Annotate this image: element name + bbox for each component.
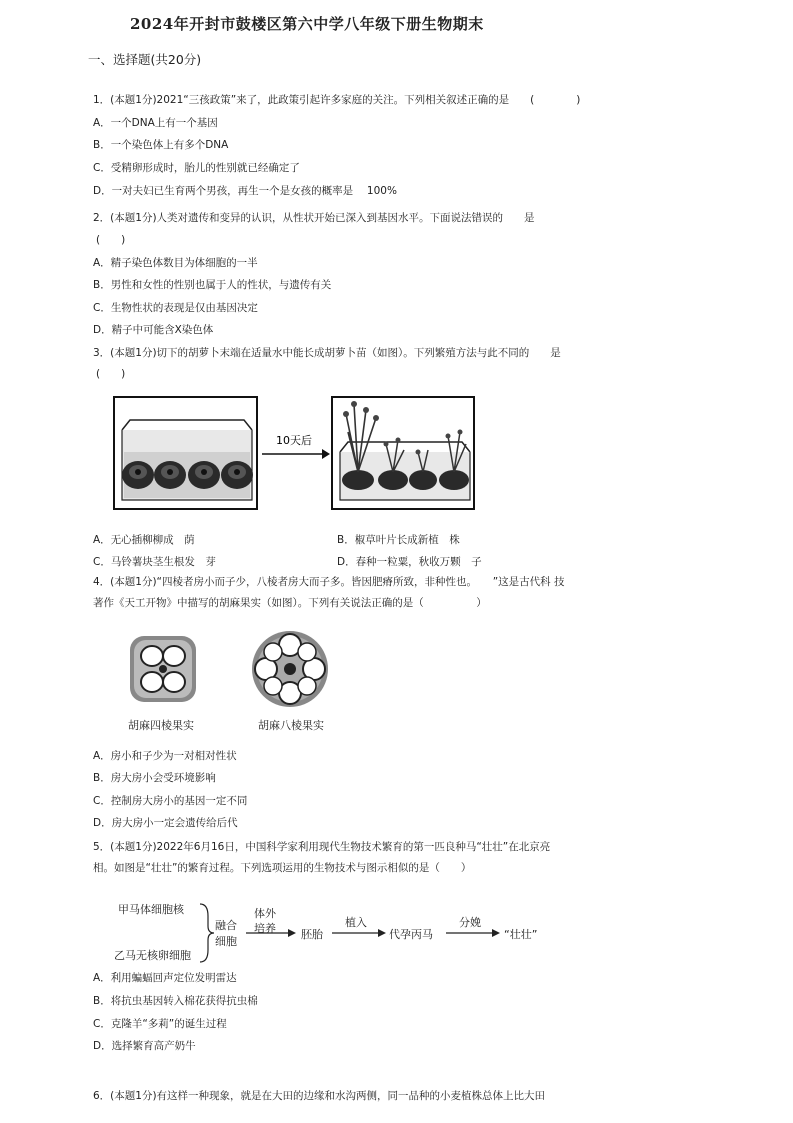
q6-stem: 6．(本题1分)有这样一种现象，就是在大田的边缘和水沟两侧，同一品种的小麦植株总体上比大田 <box>93 1090 546 1102</box>
section-heading: 一、选择题(共20分) <box>88 52 202 67</box>
q4-option-c: C．控制房大房小的基因一定不同 <box>93 795 248 807</box>
q2-stem: 2．(本题1分)人类对遗传和变异的认识，从性状开始已深入到基因水平。下面说法错误的 是 <box>93 212 535 224</box>
q4-stem-line2: 著作《天工开物》中描写的胡麻果实（如图）。下列有关说法正确的是（ ） <box>93 597 487 609</box>
q2-paren: ( ) <box>96 234 126 246</box>
q5-stem-line2: 相。如图是“壮壮”的繁育过程。下列选项运用的生物技术与图示相似的是（ ） <box>93 862 472 874</box>
arrow-label: 10天后 <box>276 434 312 447</box>
q1-option-b: B．一个染色体上有多个DNA <box>93 139 229 151</box>
q5-stem-line1: 5．(本题1分)2022年6月16日，中国科学家利用现代生物技术繁育的第一匹良种马“壮壮”在北京亮 <box>93 841 551 853</box>
q5-option-a: A．利用蝙蝠回声定位发明雷达 <box>93 972 237 984</box>
time-arrow <box>262 449 330 459</box>
q5-option-c: C．克隆羊“多莉”的诞生过程 <box>93 1018 227 1030</box>
diagram-embryo: 胚胎 <box>301 928 323 941</box>
q3-option-a: A．无心插柳柳成 荫 <box>93 534 195 546</box>
four-ridge-fruit <box>130 636 196 702</box>
carrot-slice <box>154 461 186 489</box>
tray-before <box>114 397 257 509</box>
diagram-birth: 分娩 <box>459 916 481 929</box>
diagram-culture-1: 体外 <box>254 907 276 920</box>
q3-option-d: D．春种一粒粟，秋收万颗 子 <box>337 556 482 568</box>
diagram-brace <box>200 904 214 962</box>
q2-option-c: C．生物性状的表现是仅由基因决定 <box>93 302 258 314</box>
q5-option-b: B．将抗虫基因转入棉花获得抗虫棉 <box>93 995 258 1007</box>
q4-option-d: D．房大房小一定会遗传给后代 <box>93 817 238 829</box>
q1-option-c: C．受精卵形成时，胎儿的性别就已经确定了 <box>93 162 300 174</box>
q4-option-a: A．房小和子少为一对相对性状 <box>93 750 237 762</box>
carrot-slice <box>122 461 154 489</box>
diagram-enucleated-egg: 乙马无核卵细胞 <box>114 949 191 962</box>
sesame-fruit-figure <box>120 630 340 710</box>
label-four-ridge: 胡麻四棱果实 <box>128 719 194 732</box>
q2-option-b: B．男性和女性的性别也属于人的性状，与遗传有关 <box>93 279 332 291</box>
q1-option-a: A．一个DNA上有一个基因 <box>93 117 218 129</box>
page-title: 2024年开封市鼓楼区第六中学八年级下册生物期末 <box>130 15 484 33</box>
diagram-result: “壮壮” <box>504 928 538 941</box>
q2-option-a: A．精子染色体数目为体细胞的一半 <box>93 257 258 269</box>
diagram-fuse-2: 细胞 <box>215 935 237 948</box>
arrow-implant <box>332 929 386 937</box>
diagram-donor-nucleus: 甲马体细胞核 <box>118 903 184 916</box>
q3-option-b: B．椒草叶片长成新植 株 <box>337 534 460 546</box>
tray-after <box>332 397 474 509</box>
carrot-slice <box>221 461 253 489</box>
diagram-surrogate: 代孕丙马 <box>389 928 433 941</box>
q3-option-c: C．马铃薯块茎生根发 芽 <box>93 556 216 568</box>
carrot-slice <box>188 461 220 489</box>
q1-option-d: D．一对夫妇已生育两个男孩，再生一个是女孩的概率是 100% <box>93 185 397 197</box>
q2-option-d: D．精子中可能含X染色体 <box>93 324 214 336</box>
q1-stem: 1．(本题1分)2021“三孩政策”来了，此政策引起许多家庭的关注。下列相关叙述正确的是 ( ) <box>93 94 581 106</box>
q4-option-b: B．房大房小会受环境影响 <box>93 772 216 784</box>
q4-stem-line1: 4．(本题1分)“四棱者房小而子少，八棱者房大而子多。皆因肥瘠所致，非种性也。 ”这是古代科 技 <box>93 576 565 588</box>
diagram-implant: 植入 <box>345 916 367 929</box>
label-eight-ridge: 胡麻八棱果实 <box>258 719 324 732</box>
diagram-culture-2: 培养 <box>254 922 276 935</box>
arrow-birth <box>446 929 500 937</box>
eight-ridge-fruit <box>252 631 328 707</box>
q3-paren: ( ) <box>96 368 126 380</box>
q5-option-d: D．选择繁育高产奶牛 <box>93 1040 196 1052</box>
diagram-arrows <box>196 900 536 966</box>
q3-stem: 3．(本题1分)切下的胡萝卜末端在适量水中能长成胡萝卜苗（如图）。下列繁殖方法与此不同的 是 <box>93 347 561 359</box>
carrot-figure <box>110 392 480 517</box>
diagram-fuse-1: 融合 <box>215 919 237 932</box>
